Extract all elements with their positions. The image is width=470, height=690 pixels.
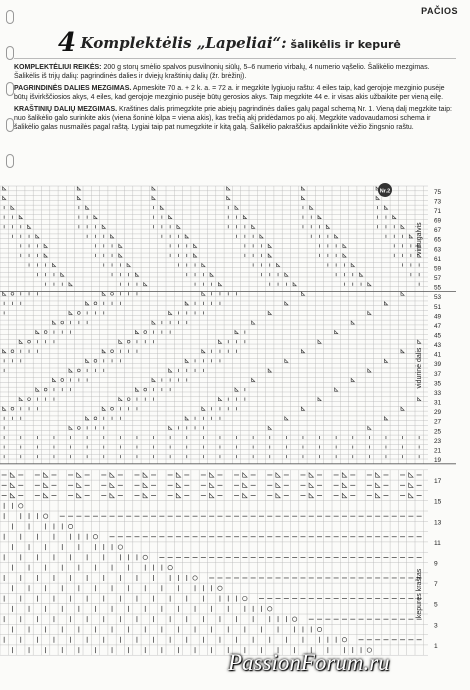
decrease-symbol — [209, 483, 213, 487]
decrease-symbol — [77, 493, 81, 497]
decrease-symbol — [152, 196, 155, 199]
decrease-symbol — [235, 330, 238, 333]
yarn-over-symbol — [111, 292, 114, 295]
section-edge-parts — [14, 105, 454, 132]
row-number: 31 — [434, 399, 442, 407]
row-number: 29 — [434, 409, 442, 417]
section-body: Kraštines dalis primegzkite prie abiejų pagrindinės dalies galų pagal schemą Nr. 1. Vieną dalį megzkite taip: nuo šalikėlio galo surinkite akis (viena šoninė kilpa = viena akis), kas trečią akį pridėdamos po akį. Megzkite vadovaudamosi schema ir šalikėlio galas nusmailės pagal raštą. Lygiai taip pat numegzkite ir kitą galą. Šalikėlio pakraščius apdailinkite vėžio žingsnio raštu. — [14, 106, 452, 131]
decrease-symbol — [301, 292, 304, 295]
decrease-symbol — [285, 273, 288, 276]
row-number: 27 — [434, 418, 442, 426]
decrease-symbol — [119, 244, 122, 247]
row-number: 71 — [434, 207, 442, 215]
row-number: 57 — [434, 275, 442, 283]
decrease-symbol — [152, 187, 155, 190]
yarn-over-symbol — [11, 292, 14, 295]
yarn-over-symbol — [44, 388, 47, 391]
section-label: kepurės kraštas — [416, 568, 423, 619]
instructions-text — [14, 63, 454, 135]
decrease-symbol — [285, 359, 288, 362]
decrease-symbol — [185, 359, 188, 362]
decrease-symbol — [110, 493, 114, 497]
decrease-symbol — [243, 493, 247, 497]
decrease-symbol — [127, 263, 130, 266]
decrease-symbol — [409, 493, 413, 497]
row-number: 65 — [434, 236, 442, 244]
decrease-symbol — [368, 426, 371, 429]
decrease-symbol — [193, 254, 196, 257]
row-number: 11 — [434, 539, 441, 547]
section-heading: PAGRINDINĖS DALIES MEZGIMAS. — [14, 85, 132, 92]
decrease-symbol — [276, 493, 280, 497]
decrease-symbol — [86, 302, 89, 305]
decrease-symbol — [218, 398, 221, 401]
section-label: viršugalvis — [416, 222, 423, 256]
decrease-symbol — [260, 235, 263, 238]
decrease-symbol — [169, 216, 172, 219]
decrease-symbol — [268, 369, 271, 372]
decrease-symbol — [27, 225, 30, 228]
decrease-symbol — [193, 244, 196, 247]
yarn-over-symbol — [118, 545, 122, 549]
row-number: 49 — [434, 313, 442, 321]
decrease-symbol — [185, 417, 188, 420]
decrease-symbol — [342, 493, 346, 497]
yarn-over-symbol — [144, 331, 147, 334]
decrease-symbol — [301, 407, 304, 410]
yarn-over-symbol — [44, 331, 47, 334]
decrease-symbol — [69, 311, 72, 314]
row-number: 43 — [434, 342, 442, 350]
decrease-symbol — [235, 388, 238, 391]
decrease-symbol — [185, 235, 188, 238]
decrease-symbol — [384, 417, 387, 420]
decrease-symbol — [86, 417, 89, 420]
decrease-symbol — [235, 206, 238, 209]
yarn-over-symbol — [127, 398, 130, 401]
decrease-symbol — [52, 378, 55, 381]
yarn-over-symbol — [193, 576, 197, 580]
row-number: 59 — [434, 265, 442, 273]
yarn-over-symbol — [342, 638, 346, 642]
yarn-over-symbol — [243, 596, 247, 600]
decrease-symbol — [335, 235, 338, 238]
yarn-over-symbol — [11, 407, 14, 410]
decrease-symbol — [209, 493, 213, 497]
decrease-symbol — [135, 273, 138, 276]
row-number: 51 — [434, 303, 442, 311]
row-number: 5 — [434, 601, 438, 609]
decrease-symbol — [102, 350, 105, 353]
yarn-over-symbol — [111, 350, 114, 353]
yarn-over-symbol — [94, 417, 97, 420]
row-number: 63 — [434, 246, 442, 254]
decrease-symbol — [375, 493, 379, 497]
decrease-symbol — [110, 235, 113, 238]
decrease-symbol — [384, 206, 387, 209]
yarn-over-symbol — [28, 340, 31, 343]
decrease-symbol — [52, 321, 55, 324]
section-materials — [14, 63, 454, 81]
decrease-symbol — [176, 473, 180, 477]
decrease-symbol — [169, 311, 172, 314]
page-title — [58, 28, 401, 58]
decrease-symbol — [77, 473, 81, 477]
decrease-symbol — [351, 378, 354, 381]
title-divider — [14, 58, 456, 59]
decrease-symbol — [218, 283, 221, 286]
decrease-symbol — [285, 302, 288, 305]
decrease-symbol — [409, 235, 412, 238]
decrease-symbol — [202, 350, 205, 353]
decrease-symbol — [94, 216, 97, 219]
decrease-symbol — [36, 330, 39, 333]
decrease-symbol — [318, 398, 321, 401]
row-number: 61 — [434, 255, 442, 263]
decrease-symbol — [19, 340, 22, 343]
decrease-symbol — [243, 216, 246, 219]
decrease-symbol — [276, 263, 279, 266]
decrease-symbol — [326, 225, 329, 228]
yarn-over-symbol — [218, 586, 222, 590]
yarn-over-symbol — [94, 359, 97, 362]
decrease-symbol — [52, 263, 55, 266]
decrease-symbol — [375, 483, 379, 487]
decrease-symbol — [343, 244, 346, 247]
decrease-symbol — [77, 483, 81, 487]
decrease-symbol — [318, 216, 321, 219]
decrease-symbol — [252, 225, 255, 228]
decrease-symbol — [384, 302, 387, 305]
decrease-symbol — [119, 340, 122, 343]
yarn-over-symbol — [61, 321, 64, 324]
notebook-binding — [6, 10, 14, 190]
row-number: 55 — [434, 284, 442, 292]
magazine-brand: PAČIOS — [421, 6, 458, 16]
decrease-symbol — [119, 254, 122, 257]
yarn-over-symbol — [77, 369, 80, 372]
decrease-symbol — [268, 244, 271, 247]
decrease-symbol — [3, 187, 6, 190]
decrease-symbol — [69, 283, 72, 286]
row-number: 75 — [434, 188, 442, 196]
decrease-symbol — [268, 426, 271, 429]
decrease-symbol — [69, 369, 72, 372]
yarn-over-symbol — [11, 350, 14, 353]
decrease-symbol — [135, 388, 138, 391]
yarn-over-symbol — [43, 514, 47, 518]
decrease-symbol — [19, 398, 22, 401]
decrease-symbol — [202, 292, 205, 295]
pattern-number: 4 — [58, 28, 77, 58]
decrease-symbol — [418, 340, 421, 343]
decrease-symbol — [401, 407, 404, 410]
decrease-symbol — [318, 340, 321, 343]
yarn-over-symbol — [68, 524, 72, 528]
decrease-symbol — [368, 311, 371, 314]
row-number: 13 — [434, 519, 442, 527]
decrease-symbol — [61, 273, 64, 276]
row-number: 17 — [434, 478, 442, 486]
decrease-symbol — [384, 359, 387, 362]
decrease-symbol — [375, 473, 379, 477]
row-number: 69 — [434, 217, 442, 225]
decrease-symbol — [335, 330, 338, 333]
yarn-over-symbol — [317, 627, 321, 631]
row-numbers — [434, 189, 442, 650]
decrease-symbol — [268, 254, 271, 257]
decrease-symbol — [227, 196, 230, 199]
decrease-symbol — [393, 216, 396, 219]
decrease-symbol — [11, 206, 14, 209]
decrease-symbol — [177, 225, 180, 228]
decrease-symbol — [185, 302, 188, 305]
row-number: 33 — [434, 389, 442, 397]
decrease-symbol — [3, 292, 6, 295]
section-body: Apmeskite 70 a. + 2 k. a. = 72 a. ir megzkite lygiuoju raštu: 4 eiles taip, kad gerojoje mezginio pusėje būtų išvirkščiosios akys, 4 eiles, kad gerojoje mezginio pusėje būtų gerosios akys. Taip megzkite 44 e. ir visas akis užbaikite per vieną eilę. — [14, 85, 445, 101]
decrease-symbol — [152, 321, 155, 324]
decrease-symbol — [309, 493, 313, 497]
row-number: 41 — [434, 351, 442, 359]
decrease-symbol — [401, 292, 404, 295]
decrease-symbol — [359, 273, 362, 276]
row-number: 9 — [434, 560, 438, 568]
section-main-part — [14, 84, 454, 102]
decrease-symbol — [276, 473, 280, 477]
yarn-over-symbol — [19, 504, 23, 508]
decrease-symbol — [309, 483, 313, 487]
row-number: 35 — [434, 380, 442, 388]
row-number: 73 — [434, 198, 442, 206]
row-number: 53 — [434, 294, 442, 302]
decrease-symbol — [209, 473, 213, 477]
decrease-symbol — [77, 187, 80, 190]
decrease-symbol — [227, 187, 230, 190]
section-heading: KOMPLEKTĖLIUI REIKĖS: — [14, 64, 102, 71]
decrease-symbol — [335, 388, 338, 391]
yarn-over-symbol — [94, 302, 97, 305]
decrease-symbol — [218, 340, 221, 343]
decrease-symbol — [351, 263, 354, 266]
decrease-symbol — [19, 216, 22, 219]
decrease-symbol — [342, 483, 346, 487]
decrease-symbol — [86, 359, 89, 362]
decrease-symbol — [301, 187, 304, 190]
yarn-over-symbol — [268, 607, 272, 611]
decrease-symbol — [409, 483, 413, 487]
decrease-symbol — [10, 493, 14, 497]
row-number: 3 — [434, 622, 438, 630]
decrease-symbol — [102, 292, 105, 295]
row-number: 15 — [434, 498, 442, 506]
yarn-over-symbol — [168, 565, 172, 569]
row-number: 21 — [434, 447, 442, 455]
row-number: 67 — [434, 227, 442, 235]
decrease-symbol — [152, 378, 155, 381]
decrease-symbol — [77, 196, 80, 199]
decrease-symbol — [418, 398, 421, 401]
yarn-over-symbol — [127, 340, 130, 343]
yarn-over-symbol — [28, 398, 31, 401]
chart-number-badge — [378, 183, 392, 197]
decrease-symbol — [169, 426, 172, 429]
decrease-symbol — [243, 483, 247, 487]
decrease-symbol — [285, 417, 288, 420]
decrease-symbol — [376, 196, 379, 199]
yarn-over-symbol — [292, 617, 296, 621]
row-number: 45 — [434, 332, 442, 340]
decrease-symbol — [44, 244, 47, 247]
decrease-symbol — [210, 273, 213, 276]
decrease-symbol — [36, 388, 39, 391]
badge-label: Nr.2 — [379, 188, 391, 195]
section-label: vidurinė dalis — [416, 347, 423, 389]
decrease-symbol — [43, 493, 47, 497]
row-number: 47 — [434, 322, 442, 330]
decrease-symbol — [143, 493, 147, 497]
title-main: Komplektėlis „Lapeliai“: — [80, 34, 287, 52]
yarn-over-symbol — [77, 312, 80, 315]
decrease-symbol — [202, 263, 205, 266]
decrease-symbol — [110, 483, 114, 487]
decrease-symbol — [160, 206, 163, 209]
decrease-symbol — [43, 473, 47, 477]
decrease-symbol — [43, 483, 47, 487]
decrease-symbol — [135, 330, 138, 333]
decrease-symbol — [3, 350, 6, 353]
row-number: 37 — [434, 370, 442, 378]
yarn-over-symbol — [144, 388, 147, 391]
decrease-symbol — [69, 426, 72, 429]
row-number: 19 — [434, 457, 442, 465]
decrease-symbol — [176, 493, 180, 497]
decrease-symbol — [102, 407, 105, 410]
decrease-symbol — [368, 369, 371, 372]
decrease-symbol — [243, 473, 247, 477]
decrease-symbol — [3, 407, 6, 410]
yarn-over-symbol — [111, 407, 114, 410]
decrease-symbol — [119, 398, 122, 401]
decrease-symbol — [10, 483, 14, 487]
yarn-over-symbol — [61, 379, 64, 382]
row-number: 7 — [434, 581, 438, 589]
decrease-symbol — [301, 350, 304, 353]
decrease-symbol — [10, 473, 14, 477]
decrease-symbol — [310, 206, 313, 209]
section-heading: KRAŠTINIŲ DALIŲ MEZGIMAS. — [14, 106, 118, 113]
decrease-symbol — [368, 283, 371, 286]
decrease-symbol — [309, 473, 313, 477]
decrease-symbol — [401, 225, 404, 228]
decrease-symbol — [36, 235, 39, 238]
decrease-symbol — [144, 283, 147, 286]
decrease-symbol — [143, 473, 147, 477]
section-body: 200 g storų smėlio spalvos pusvilnonių siūlų, 5–6 numerio virbalų, 4 numerio vąšelio. Šalikėlio mezgimas. Šalikėlis iš trijų dalių: pagrindinės dalies ir dviejų kraštinių dalių (žr. brėžinį). — [14, 64, 430, 80]
yarn-over-symbol — [77, 426, 80, 429]
decrease-symbol — [143, 483, 147, 487]
decrease-symbol — [252, 378, 255, 381]
decrease-symbol — [401, 350, 404, 353]
decrease-symbol — [176, 483, 180, 487]
decrease-symbol — [351, 321, 354, 324]
decrease-symbol — [343, 254, 346, 257]
row-number: 1 — [434, 642, 438, 650]
row-number: 39 — [434, 361, 442, 369]
knitting-chart — [0, 172, 470, 690]
row-number: 25 — [434, 428, 442, 436]
decrease-symbol — [86, 206, 89, 209]
yarn-over-symbol — [143, 555, 147, 559]
decrease-symbol — [44, 254, 47, 257]
row-number: 23 — [434, 437, 442, 445]
yarn-over-symbol — [93, 535, 97, 539]
decrease-symbol — [342, 473, 346, 477]
decrease-symbol — [301, 196, 304, 199]
decrease-symbol — [276, 483, 280, 487]
decrease-symbol — [102, 225, 105, 228]
decrease-symbol — [268, 311, 271, 314]
decrease-symbol — [3, 196, 6, 199]
title-sub: šalikėlis ir kepurė — [286, 38, 401, 51]
decrease-symbol — [409, 473, 413, 477]
decrease-symbol — [252, 321, 255, 324]
decrease-symbol — [202, 407, 205, 410]
section-labels — [416, 222, 423, 618]
decrease-symbol — [110, 473, 114, 477]
watermark-text: PassionForum.ru — [228, 650, 390, 675]
decrease-symbol — [169, 369, 172, 372]
decrease-symbol — [293, 283, 296, 286]
